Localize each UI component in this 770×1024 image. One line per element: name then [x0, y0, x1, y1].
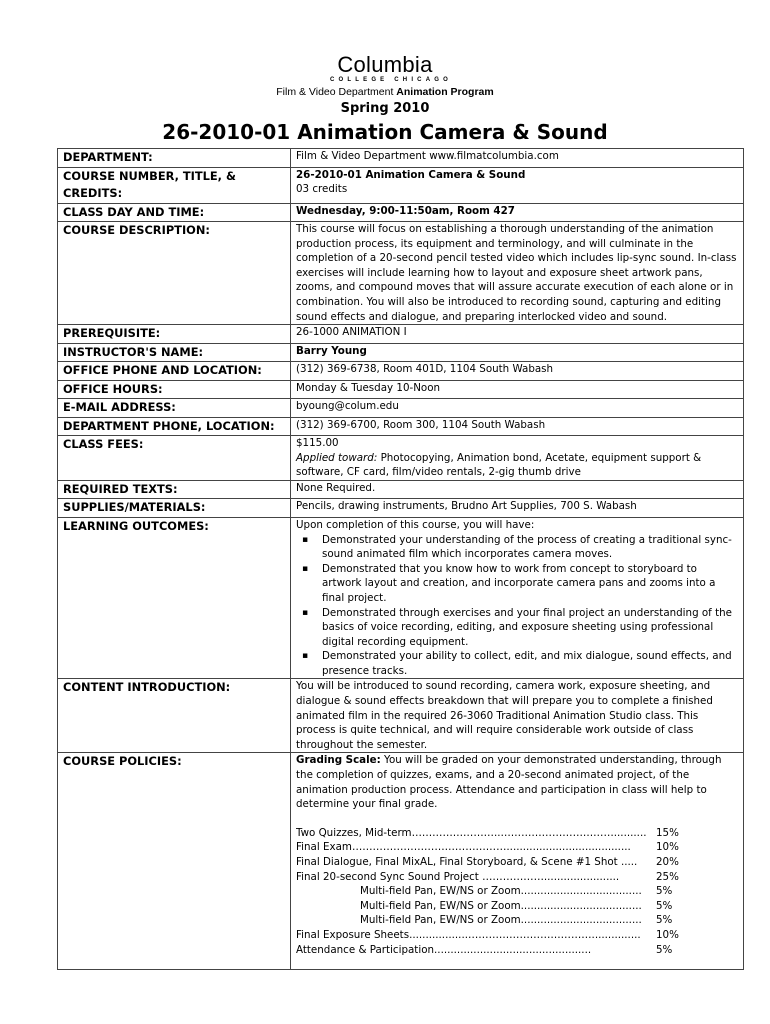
value-texts: None Required.	[291, 480, 744, 499]
grade-item: Final Dialogue, Final MixAL, Final Storyboard, & Scene #1 Shot .....	[296, 856, 638, 868]
grade-percent: 5%	[656, 914, 673, 927]
row-texts	[58, 480, 744, 499]
grading-label: Grading Scale:	[296, 754, 381, 767]
row-class-time	[58, 203, 744, 222]
course-title: 26-2010-01 Animation Camera & Sound	[296, 168, 526, 181]
label-prerequisite: PREREQUISITE:	[58, 325, 291, 344]
row-supplies	[58, 499, 744, 518]
grade-percent: 5%	[656, 885, 673, 898]
page-title: 26-2010-01 Animation Camera & Sound	[162, 120, 608, 144]
class-time: Wednesday, 9:00-11:50am, Room 427	[296, 204, 515, 217]
label-texts: REQUIRED TEXTS:	[58, 480, 291, 499]
fees-applied-value: Photocopying, Animation bond, Acetate, equipment support & software, CF card, film/video rentals, 2-gig thumb drive	[296, 451, 702, 479]
row-description	[58, 222, 744, 325]
grade-row	[296, 913, 738, 928]
list-item: ▪ Demonstrated through exercises and your final project an understanding of the basics of voice recording, editing, and exposure sheeting using professional digital recording equipment.	[322, 606, 738, 650]
department-name: Film & Video Department	[276, 86, 394, 98]
department-line	[0, 86, 770, 98]
grade-percent: 10%	[656, 928, 679, 941]
value-outcomes	[291, 517, 744, 679]
grade-item: Final 20-second Sync Sound Project ……………….......................	[296, 870, 620, 883]
label-policies: COURSE POLICIES:	[58, 753, 291, 970]
value-content-intro: You will be introduced to sound recording, camera work, exposure sheeting, and dialogue & sound effects breakdown that will prepare you to complete a finished animated film in the required 26-3060 Traditional Animation Studio class. This process is quite technical, and will require considerable work outside of class throughout the semester.	[291, 679, 744, 753]
row-course	[58, 167, 744, 203]
outcomes-list	[296, 533, 738, 679]
grade-row	[296, 899, 738, 914]
row-department	[58, 149, 744, 168]
grade-item: Multi-field Pan, EW/NS or Zoom.....................................	[360, 914, 642, 927]
syllabus-table	[57, 148, 744, 970]
row-dept-phone	[58, 417, 744, 436]
list-item: ▪ Demonstrated that you know how to work from concept to storyboard to artwork layout and creation, and incorporate camera pans and zooms into a final project.	[322, 562, 738, 606]
value-department: Film & Video Department www.filmatcolumbia.com	[291, 149, 744, 168]
grade-row	[296, 928, 738, 943]
value-office-phone: (312) 369-6738, Room 401D, 1104 South Wabash	[291, 362, 744, 381]
grade-item: Attendance & Participation................................................	[296, 943, 592, 956]
grade-row	[296, 943, 738, 958]
label-supplies: SUPPLIES/MATERIALS:	[58, 499, 291, 518]
grade-item: Final Exposure Sheets..................………………………………...............	[296, 928, 641, 941]
label-fees: CLASS FEES:	[58, 436, 291, 481]
grade-row	[296, 855, 738, 870]
grade-percent: 15%	[656, 826, 679, 839]
course-credits: 03 credits	[296, 183, 348, 196]
label-course: COURSE NUMBER, TITLE, & CREDITS:	[58, 167, 291, 203]
grade-row	[296, 826, 738, 841]
label-dept-phone: DEPARTMENT PHONE, LOCATION:	[58, 417, 291, 436]
value-description: This course will focus on establishing a thorough understanding of the animation production process, its equipment and terminology, and will culminate in the completion of a 20-second pencil tested video which includes lip-sync sound. In-class exercises will include learning how to layout and exposure sheet artwork pans, zooms, and compound moves that will assure accurate execution of each alone or in combination. You will also be introduced to recording sound, capturing and editing sound effects and dialogue, and preparing interlocked video and sound.	[291, 222, 744, 325]
label-description: COURSE DESCRIPTION:	[58, 222, 291, 325]
grade-row	[296, 840, 738, 855]
instructor-name: Barry Young	[296, 344, 367, 357]
value-office-hours: Monday & Tuesday 10-Noon	[291, 380, 744, 399]
value-dept-phone: (312) 369-6700, Room 300, 1104 South Wabash	[291, 417, 744, 436]
row-prerequisite	[58, 325, 744, 344]
value-fees	[291, 436, 744, 481]
grade-item: Final Exam………………………………………......................................	[296, 841, 631, 854]
grade-item: Multi-field Pan, EW/NS or Zoom.....................................	[360, 899, 642, 912]
fees-applied-label: Applied toward:	[296, 451, 378, 464]
grade-percent: 5%	[656, 943, 673, 956]
value-policies	[291, 753, 744, 970]
value-email: byoung@colum.edu	[291, 399, 744, 418]
label-office-hours: OFFICE HOURS:	[58, 380, 291, 399]
row-outcomes	[58, 517, 744, 679]
row-content-intro	[58, 679, 744, 753]
row-fees	[58, 436, 744, 481]
grade-row	[296, 884, 738, 899]
grade-row	[296, 870, 738, 885]
grade-item: Multi-field Pan, EW/NS or Zoom.....................................	[360, 885, 642, 898]
college-logo-subtitle: COLLEGE CHICAGO	[329, 77, 452, 83]
row-policies	[58, 753, 744, 970]
grade-percent: 10%	[656, 841, 679, 854]
grade-percent: 20%	[656, 856, 679, 868]
outcomes-intro: Upon completion of this course, you will have:	[296, 518, 535, 531]
row-instructor	[58, 343, 744, 362]
value-supplies: Pencils, drawing instruments, Brudno Art Supplies, 700 S. Wabash	[291, 499, 744, 518]
program-name: Animation Program	[396, 86, 494, 98]
label-outcomes: LEARNING OUTCOMES:	[58, 517, 291, 679]
grade-item: Two Quizzes, Mid-term……………………..……………………………..........	[296, 826, 647, 839]
grading-paragraph	[296, 753, 738, 811]
grade-percent: 5%	[656, 899, 673, 912]
row-office-phone	[58, 362, 744, 381]
term: Spring 2010	[340, 101, 430, 116]
fees-amount: $115.00	[296, 437, 339, 450]
row-email	[58, 399, 744, 418]
row-office-hours	[58, 380, 744, 399]
grading-text: You will be graded on your demonstrated understanding, through the completion of quizzes, exams, and a 20-second animated project, of the animation production process. Attendance and participation in class will help to determine your final grade.	[296, 754, 722, 811]
value-instructor	[291, 343, 744, 362]
value-class-time	[291, 203, 744, 222]
value-prerequisite: 26-1000 ANIMATION I	[291, 325, 744, 344]
label-class-time: CLASS DAY AND TIME:	[58, 203, 291, 222]
college-logo: Columbia	[337, 52, 433, 77]
label-department: DEPARTMENT:	[58, 149, 291, 168]
label-instructor: INSTRUCTOR'S NAME:	[58, 343, 291, 362]
grade-percent: 25%	[656, 870, 679, 883]
list-item: ▪ Demonstrated your ability to collect, edit, and mix dialogue, sound effects, and presence tracks.	[322, 649, 738, 678]
label-office-phone: OFFICE PHONE AND LOCATION:	[58, 362, 291, 381]
list-item: ▪ Demonstrated your understanding of the process of creating a traditional sync-sound animated film which incorporates camera moves.	[322, 533, 738, 562]
label-email: E-MAIL ADDRESS:	[58, 399, 291, 418]
label-content-intro: CONTENT INTRODUCTION:	[58, 679, 291, 753]
value-course	[291, 167, 744, 203]
